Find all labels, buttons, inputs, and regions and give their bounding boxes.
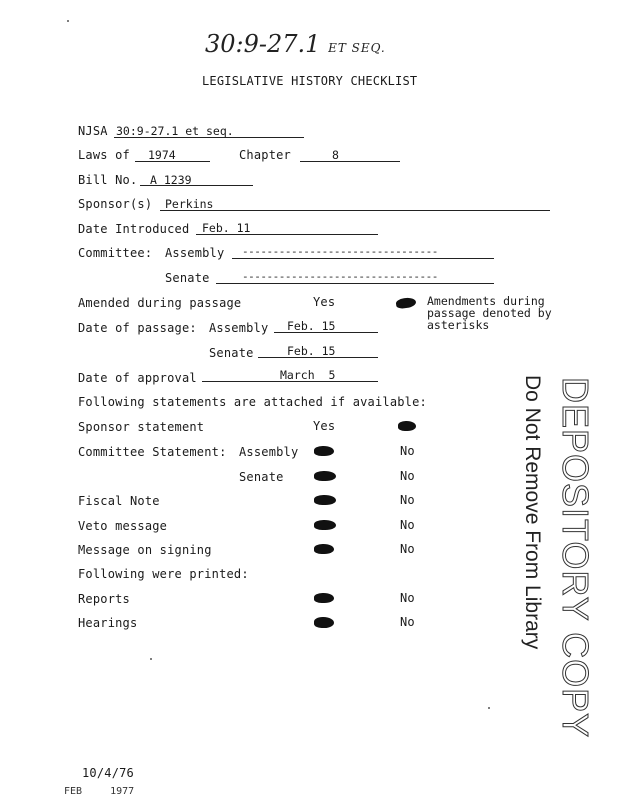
scan-speck — [67, 20, 69, 22]
footer-date: 10/4/76 — [82, 766, 134, 780]
scan-speck — [150, 658, 152, 660]
amended-yes: Yes — [313, 295, 336, 309]
received-month: FEB — [64, 786, 83, 797]
committee-assembly-yes-mark — [314, 446, 334, 456]
njsa-value: 30:9-27.1 et seq. — [116, 124, 234, 138]
committee-assembly-label: Assembly — [165, 246, 225, 260]
date-of-passage-label: Date of passage: — [78, 321, 197, 335]
amended-note-3: asterisks — [427, 318, 490, 332]
sponsor-statement-no-mark — [398, 421, 416, 431]
sponsor-value: Perkins — [165, 197, 214, 211]
hearings-no: No — [400, 615, 415, 629]
amended-note-1: Amendments during — [427, 294, 545, 308]
message-on-signing-label: Message on signing — [78, 543, 212, 557]
passage-senate-value: Feb. 15 — [287, 344, 336, 358]
laws-of-label: Laws of — [78, 148, 130, 162]
committee-senate-no: No — [400, 469, 415, 483]
passage-senate-underline — [258, 357, 378, 358]
hearings-label: Hearings — [78, 616, 138, 630]
date-introduced-underline — [196, 234, 378, 235]
passage-senate-label: Senate — [209, 346, 254, 360]
reports-no: No — [400, 591, 415, 605]
committee-senate-yes-mark — [314, 471, 336, 481]
veto-message-label: Veto message — [78, 519, 168, 533]
chapter-underline — [300, 161, 400, 162]
amended-label: Amended during passage — [78, 296, 242, 310]
committee-label: Committee: — [78, 246, 153, 260]
committee-statement-senate-label: Senate — [239, 470, 284, 484]
reports-yes-mark — [314, 593, 334, 603]
committee-senate-underline — [216, 283, 494, 284]
reports-label: Reports — [78, 592, 130, 606]
date-introduced-value: Feb. 11 — [202, 221, 251, 235]
hearings-yes-mark — [314, 617, 334, 628]
chapter-value: 8 — [332, 148, 339, 162]
laws-of-underline — [135, 161, 210, 162]
committee-assembly-value: -------------------------------- — [242, 245, 438, 258]
sponsor-statement-yes: Yes — [313, 419, 336, 433]
received-stamp — [64, 786, 134, 797]
passage-assembly-value: Feb. 15 — [287, 319, 336, 333]
scan-speck — [488, 707, 490, 709]
passage-assembly-label: Assembly — [209, 321, 269, 335]
committee-assembly-no: No — [400, 444, 415, 458]
veto-message-no: No — [400, 518, 415, 532]
do-not-remove-text: Do Not Remove From Library — [521, 375, 544, 650]
amended-no-mark — [395, 297, 416, 310]
depository-copy-text: DEPOSITORY COPY — [555, 377, 596, 739]
handwritten-citation-main: 30:9-27.1 — [205, 30, 321, 58]
handwritten-citation — [205, 30, 386, 58]
fiscal-note-no: No — [400, 493, 415, 507]
bill-no-underline — [140, 185, 253, 186]
date-of-approval-label: Date of approval — [78, 371, 197, 385]
sponsor-statement-label: Sponsor statement — [78, 420, 205, 434]
date-of-approval-value: March 5 — [280, 368, 336, 382]
date-introduced-label: Date Introduced — [78, 222, 190, 236]
njsa-underline — [114, 137, 304, 138]
committee-statement-assembly-label: Assembly — [239, 445, 299, 459]
date-of-approval-underline — [202, 381, 378, 382]
printed-heading: Following were printed: — [78, 567, 249, 581]
amended-note-2: passage denoted by — [427, 306, 552, 320]
page-title: LEGISLATIVE HISTORY CHECKLIST — [202, 74, 418, 88]
bill-no-label: Bill No. — [78, 173, 138, 187]
laws-of-value: 1974 — [148, 148, 176, 162]
committee-assembly-underline — [232, 258, 494, 259]
committee-senate-label: Senate — [165, 271, 210, 285]
chapter-label: Chapter — [239, 148, 291, 162]
committee-senate-value: -------------------------------- — [242, 270, 438, 283]
njsa-label: NJSA — [78, 124, 108, 138]
veto-message-yes-mark — [314, 520, 336, 530]
depository-stamp — [500, 375, 600, 739]
handwritten-citation-suffix: ET SEQ. — [328, 41, 386, 55]
received-year: 1977 — [110, 786, 135, 797]
fiscal-note-label: Fiscal Note — [78, 494, 160, 508]
passage-assembly-underline — [274, 332, 378, 333]
message-on-signing-no: No — [400, 542, 415, 556]
sponsor-underline — [160, 210, 550, 211]
sponsor-label: Sponsor(s) — [78, 197, 153, 211]
message-on-signing-yes-mark — [314, 544, 334, 554]
committee-statement-label: Committee Statement: — [78, 445, 227, 459]
fiscal-note-yes-mark — [314, 495, 336, 505]
bill-no-value: A 1239 — [150, 173, 192, 187]
statements-heading: Following statements are attached if available: — [78, 395, 427, 409]
